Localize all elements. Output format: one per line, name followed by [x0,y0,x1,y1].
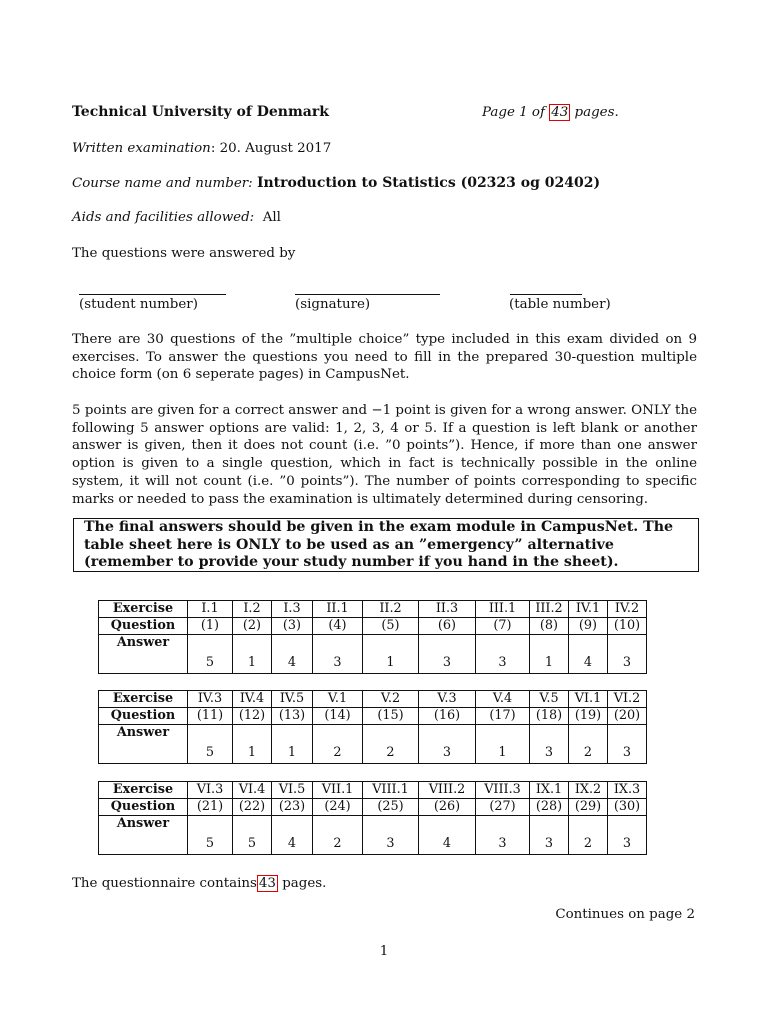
answer-cell: 3 [419,725,476,764]
question-cell: (24) [313,799,363,816]
answer-header: Answer [99,635,188,674]
exercise-cell: II.3 [419,601,476,618]
exercise-cell: VII.1 [313,782,363,799]
exercise-cell: VI.3 [188,782,233,799]
exercise-cell: IV.2 [608,601,647,618]
exercise-cell: IX.2 [569,782,608,799]
exercise-cell: III.2 [530,601,569,618]
table-number-label: (table number) [509,297,611,312]
exercise-cell: IV.1 [569,601,608,618]
page-total-link[interactable]: 43 [551,105,569,120]
written-examination-line [72,141,331,156]
answer-cell: 1 [233,635,272,674]
exercise-cell: IX.1 [530,782,569,799]
question-cell: (25) [363,799,419,816]
question-cell: (22) [233,799,272,816]
course-colon: : [248,176,253,191]
exercise-cell: V.2 [363,691,419,708]
question-cell: (14) [313,708,363,725]
question-cell: (29) [569,799,608,816]
question-cell: (5) [363,618,419,635]
exercise-cell: IV.4 [233,691,272,708]
exercise-cell: V.3 [419,691,476,708]
answer-cell: 4 [272,816,313,855]
question-cell: (28) [530,799,569,816]
questionnaire-count [72,875,326,892]
answer-cell: 5 [233,816,272,855]
exercise-cell: I.3 [272,601,313,618]
question-cell: (18) [530,708,569,725]
answer-cell: 1 [530,635,569,674]
continues-note: Continues on page 2 [555,907,695,922]
exercise-cell: VI.2 [608,691,647,708]
answer-cell: 3 [363,816,419,855]
exercise-cell: VIII.3 [476,782,530,799]
written-date: : 20. August 2017 [210,141,332,156]
exercise-cell: V.4 [476,691,530,708]
answer-cell: 1 [272,725,313,764]
question-cell: (21) [188,799,233,816]
aids-label: Aids and facilities allowed: [72,210,255,225]
answer-cell: 5 [188,635,233,674]
exercise-cell: V.5 [530,691,569,708]
answer-cell: 2 [363,725,419,764]
question-header: Question [99,799,188,816]
answer-cell: 1 [476,725,530,764]
answer-row [99,725,647,764]
answer-table-2 [98,690,647,764]
contains-suffix: pages. [282,876,327,891]
question-cell: (6) [419,618,476,635]
question-cell: (1) [188,618,233,635]
answer-cell: 3 [530,816,569,855]
exercise-cell: IV.5 [272,691,313,708]
exercise-header: Exercise [99,782,188,799]
answer-cell: 2 [313,725,363,764]
question-header: Question [99,708,188,725]
question-header: Question [99,618,188,635]
exercise-header: Exercise [99,691,188,708]
question-cell: (15) [363,708,419,725]
institution-name: Technical University of Denmark [72,104,329,120]
page-suffix: pages. [574,105,619,120]
question-row [99,799,647,816]
answer-cell: 1 [363,635,419,674]
answer-table-1 [98,600,647,674]
answer-cell: 3 [313,635,363,674]
exercise-cell: VIII.1 [363,782,419,799]
answer-cell: 4 [569,635,608,674]
signature-line [295,294,440,295]
exercise-cell: IV.3 [188,691,233,708]
answer-cell: 2 [569,725,608,764]
answer-row [99,635,647,674]
answer-cell: 1 [233,725,272,764]
answer-cell: 3 [608,725,647,764]
answer-cell: 4 [272,635,313,674]
question-cell: (12) [233,708,272,725]
answer-cell: 3 [476,816,530,855]
question-row [99,708,647,725]
exercise-cell: VI.4 [233,782,272,799]
exercise-row [99,601,647,618]
written-label: Written examination [72,141,211,156]
exercise-cell: IX.3 [608,782,647,799]
course-label: Course name and number [72,176,249,191]
exercise-header: Exercise [99,601,188,618]
intro-paragraph: There are 30 questions of the ”multiple choice” type included in this exam divided on 9 exercises. To answer the questions you need to fill in the prepared 30-question multiple choice form (on 6 seperate pages) in CampusNet. [72,332,697,383]
answer-cell: 3 [608,816,647,855]
question-cell: (13) [272,708,313,725]
course-line [72,175,600,191]
answer-cell: 4 [419,816,476,855]
exercise-cell: VI.1 [569,691,608,708]
exercise-cell: VI.5 [272,782,313,799]
answer-cell: 3 [476,635,530,674]
exercise-cell: V.1 [313,691,363,708]
question-cell: (30) [608,799,647,816]
exercise-row [99,782,647,799]
answer-cell: 2 [569,816,608,855]
question-cell: (27) [476,799,530,816]
notice-box: The final answers should be given in the exam module in CampusNet. The table sheet here is ONLY to be used as an ”emergency” alternative (remember to provide your study number if you hand in the sheet). [73,518,699,572]
question-cell: (10) [608,618,647,635]
student-number-label: (student number) [79,297,198,312]
contains-total-link[interactable]: 43 [258,876,276,891]
exercise-cell: VIII.2 [419,782,476,799]
answer-row [99,816,647,855]
question-cell: (23) [272,799,313,816]
exercise-cell: III.1 [476,601,530,618]
answer-cell: 3 [608,635,647,674]
exercise-cell: II.2 [363,601,419,618]
question-cell: (3) [272,618,313,635]
question-cell: (7) [476,618,530,635]
page-number: 1 [379,944,389,959]
answered-by: The questions were answered by [72,246,296,261]
answer-table-3 [98,781,647,855]
answer-cell: 2 [313,816,363,855]
answer-header: Answer [99,725,188,764]
question-cell: (4) [313,618,363,635]
page-indicator [482,104,619,121]
exercise-cell: II.1 [313,601,363,618]
question-cell: (17) [476,708,530,725]
page-prefix: Page 1 of [482,105,545,120]
answer-cell: 3 [419,635,476,674]
course-name: Introduction to Statistics (02323 og 02402) [256,175,601,191]
table-number-line [510,294,582,295]
question-cell: (8) [530,618,569,635]
question-row [99,618,647,635]
contains-prefix: The questionnaire contains [72,876,257,891]
question-cell: (20) [608,708,647,725]
signature-label: (signature) [295,297,371,312]
student-number-line [79,294,226,295]
answer-cell: 3 [530,725,569,764]
answer-header: Answer [99,816,188,855]
question-cell: (26) [419,799,476,816]
exercise-cell: I.2 [233,601,272,618]
exercise-cell: I.1 [188,601,233,618]
question-cell: (16) [419,708,476,725]
aids-line [72,210,281,225]
exercise-row [99,691,647,708]
answer-cell: 5 [188,725,233,764]
points-paragraph: 5 points are given for a correct answer and −1 point is given for a wrong answer. ONLY the following 5 answer options are valid: 1, 2, 3, 4 or 5. If a question is left blank or another answer is given, then it does not count (i.e. ”0 points”). Hence, if more than one answer option is given to a single question, which in fact is technically possible in the online system, it will not count (i.e. ”0 points”). The number of points corresponding to specific marks or needed to pass the examination is ultimately determined during censoring. [72,403,697,507]
question-cell: (19) [569,708,608,725]
question-cell: (2) [233,618,272,635]
answer-cell: 5 [188,816,233,855]
question-cell: (11) [188,708,233,725]
question-cell: (9) [569,618,608,635]
aids-value: All [262,210,281,225]
